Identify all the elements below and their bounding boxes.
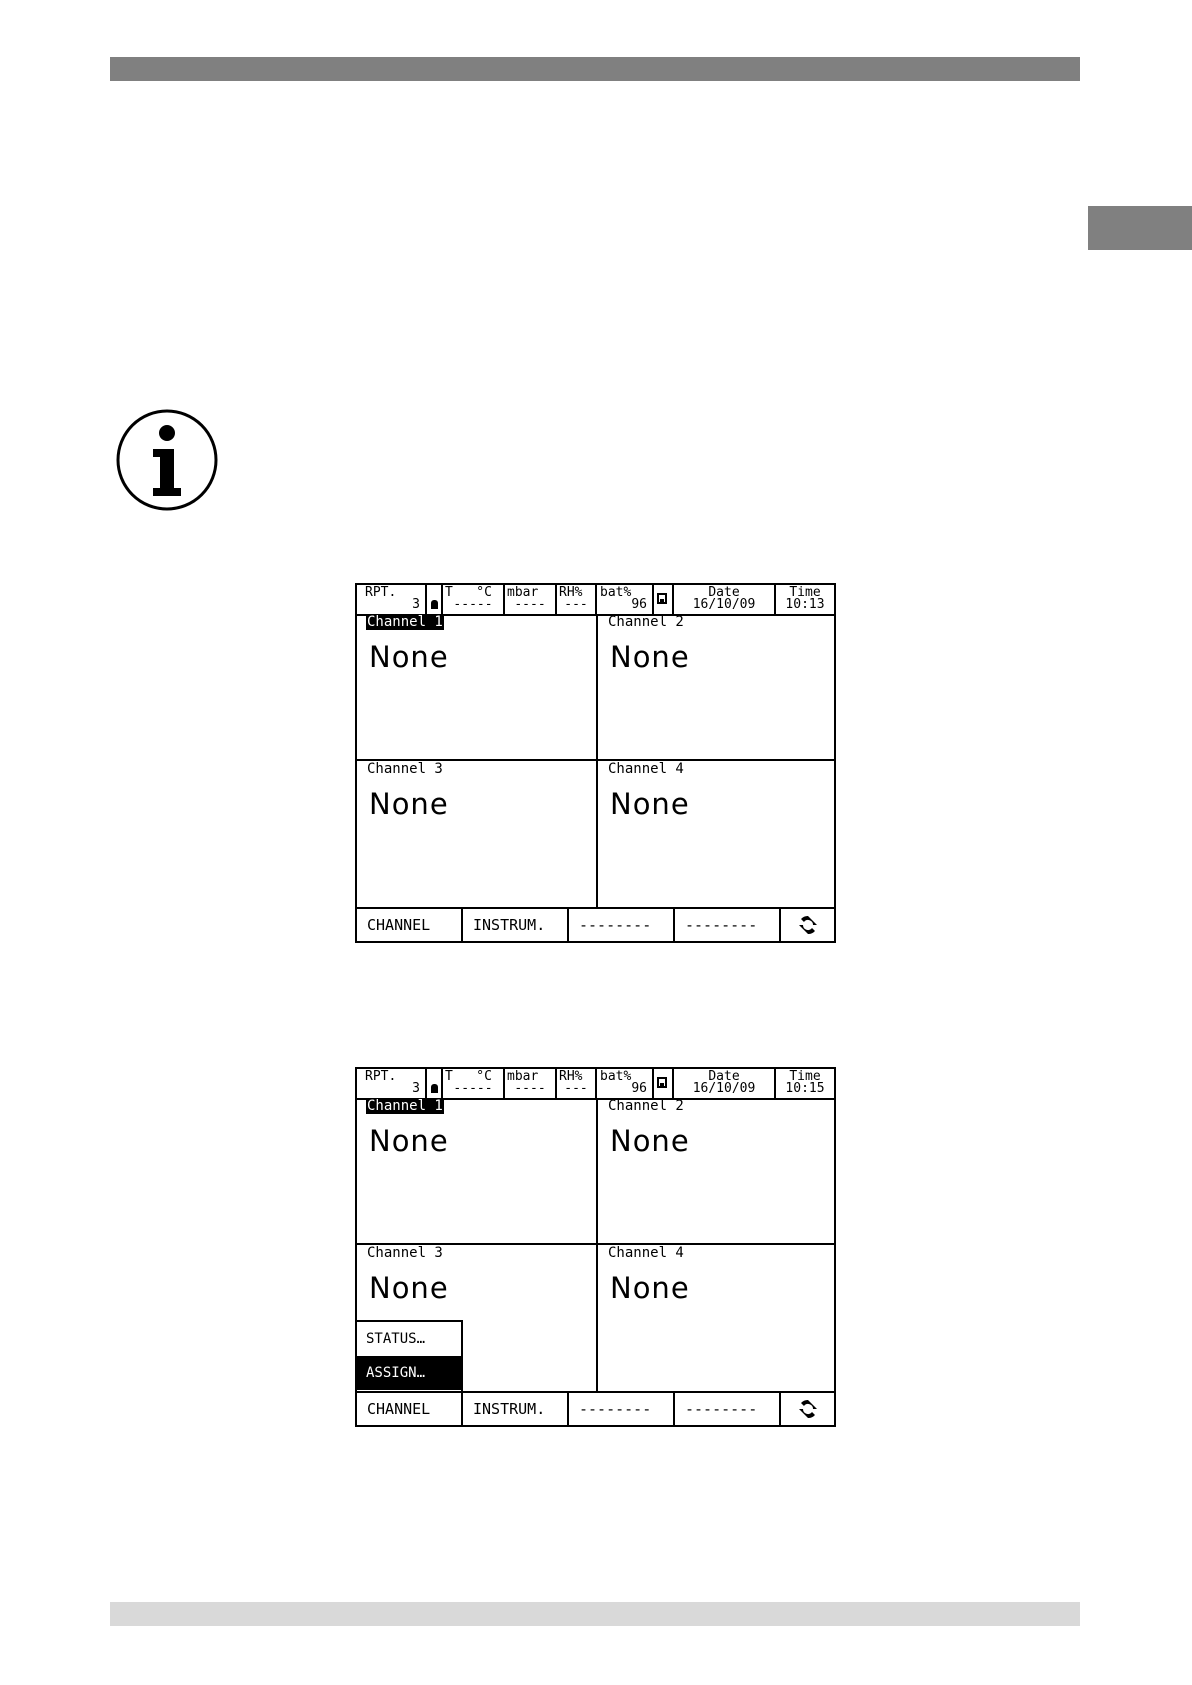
channel-popup-menu xyxy=(357,1320,463,1391)
footer-bar xyxy=(110,1602,1080,1626)
channel-title: Channel 4 xyxy=(608,761,684,777)
channel-value: None xyxy=(610,1271,690,1305)
function-key-row xyxy=(357,1391,834,1425)
temperature-cell: T °C ----- xyxy=(443,585,505,614)
channel-panel-3[interactable] xyxy=(357,761,598,907)
channel-value: None xyxy=(369,787,449,821)
pressure-cell: mbar ---- xyxy=(505,585,557,614)
channel-title: Channel 1 xyxy=(367,614,443,630)
channel-value: None xyxy=(369,640,449,674)
date-cell: Date 16/10/09 xyxy=(674,585,776,614)
channel-title: Channel 2 xyxy=(608,1098,684,1114)
temperature-cell: T °C ----- xyxy=(443,1069,505,1098)
channel-value: None xyxy=(369,1271,449,1305)
channel-title: Channel 2 xyxy=(608,614,684,630)
menu-item-status[interactable]: STATUS… xyxy=(366,1331,426,1347)
empty-softkey-3[interactable]: -------- xyxy=(569,909,675,941)
disk-icon xyxy=(657,1077,667,1088)
channel-title: Channel 1 xyxy=(367,1098,443,1114)
channel-value: None xyxy=(610,640,690,674)
channel-title: Channel 3 xyxy=(367,1245,443,1261)
date-cell: Date 16/10/09 xyxy=(674,1069,776,1098)
refresh-icon xyxy=(796,1397,820,1421)
channel-panel-1[interactable] xyxy=(357,614,598,761)
disk-icon xyxy=(657,593,667,604)
channel-softkey[interactable]: CHANNEL xyxy=(357,909,463,941)
battery-cell: bat% 96 xyxy=(597,1069,654,1098)
time-cell: Time 10:13 xyxy=(785,585,825,612)
section-tab xyxy=(1088,206,1192,250)
channel-title: Channel 3 xyxy=(367,761,443,777)
function-key-row xyxy=(357,907,834,941)
channel-title: Channel 4 xyxy=(608,1245,684,1261)
status-bar xyxy=(357,1069,834,1100)
refresh-button[interactable] xyxy=(781,1393,834,1425)
channel-panel-1[interactable] xyxy=(357,1098,598,1245)
battery-cell: bat% 96 xyxy=(597,585,654,614)
instrum-softkey[interactable]: INSTRUM. xyxy=(463,909,569,941)
lock-icon xyxy=(431,1084,438,1093)
humidity-cell: RH% --- xyxy=(557,1069,597,1098)
instrument-display-1 xyxy=(355,583,836,943)
channel-panel-2[interactable] xyxy=(598,614,834,761)
rpt-cell: RPT. 3 xyxy=(357,1069,427,1098)
empty-softkey-4[interactable]: -------- xyxy=(675,909,781,941)
disk-cell xyxy=(654,585,674,614)
empty-softkey-3[interactable]: -------- xyxy=(569,1393,675,1425)
refresh-button[interactable] xyxy=(781,909,834,941)
menu-item-assign[interactable]: ASSIGN… xyxy=(357,1356,461,1390)
time-cell: Time 10:15 xyxy=(785,1069,825,1096)
header-bar xyxy=(110,57,1080,81)
disk-cell xyxy=(654,1069,674,1098)
empty-softkey-4[interactable]: -------- xyxy=(675,1393,781,1425)
pressure-cell: mbar ---- xyxy=(505,1069,557,1098)
refresh-icon xyxy=(796,913,820,937)
channel-panel-4[interactable] xyxy=(598,1245,834,1391)
rpt-cell: RPT. 3 xyxy=(357,585,427,614)
lock-icon xyxy=(431,600,438,609)
info-icon xyxy=(115,408,219,512)
channel-panel-4[interactable] xyxy=(598,761,834,907)
humidity-cell: RH% --- xyxy=(557,585,597,614)
channel-panel-2[interactable] xyxy=(598,1098,834,1245)
channel-value: None xyxy=(610,787,690,821)
channel-value: None xyxy=(369,1124,449,1158)
channel-value: None xyxy=(610,1124,690,1158)
instrum-softkey[interactable]: INSTRUM. xyxy=(463,1393,569,1425)
lock-cell xyxy=(427,585,443,614)
lock-cell xyxy=(427,1069,443,1098)
instrument-display-2 xyxy=(355,1067,836,1427)
status-bar xyxy=(357,585,834,616)
channel-softkey[interactable]: CHANNEL xyxy=(357,1393,463,1425)
